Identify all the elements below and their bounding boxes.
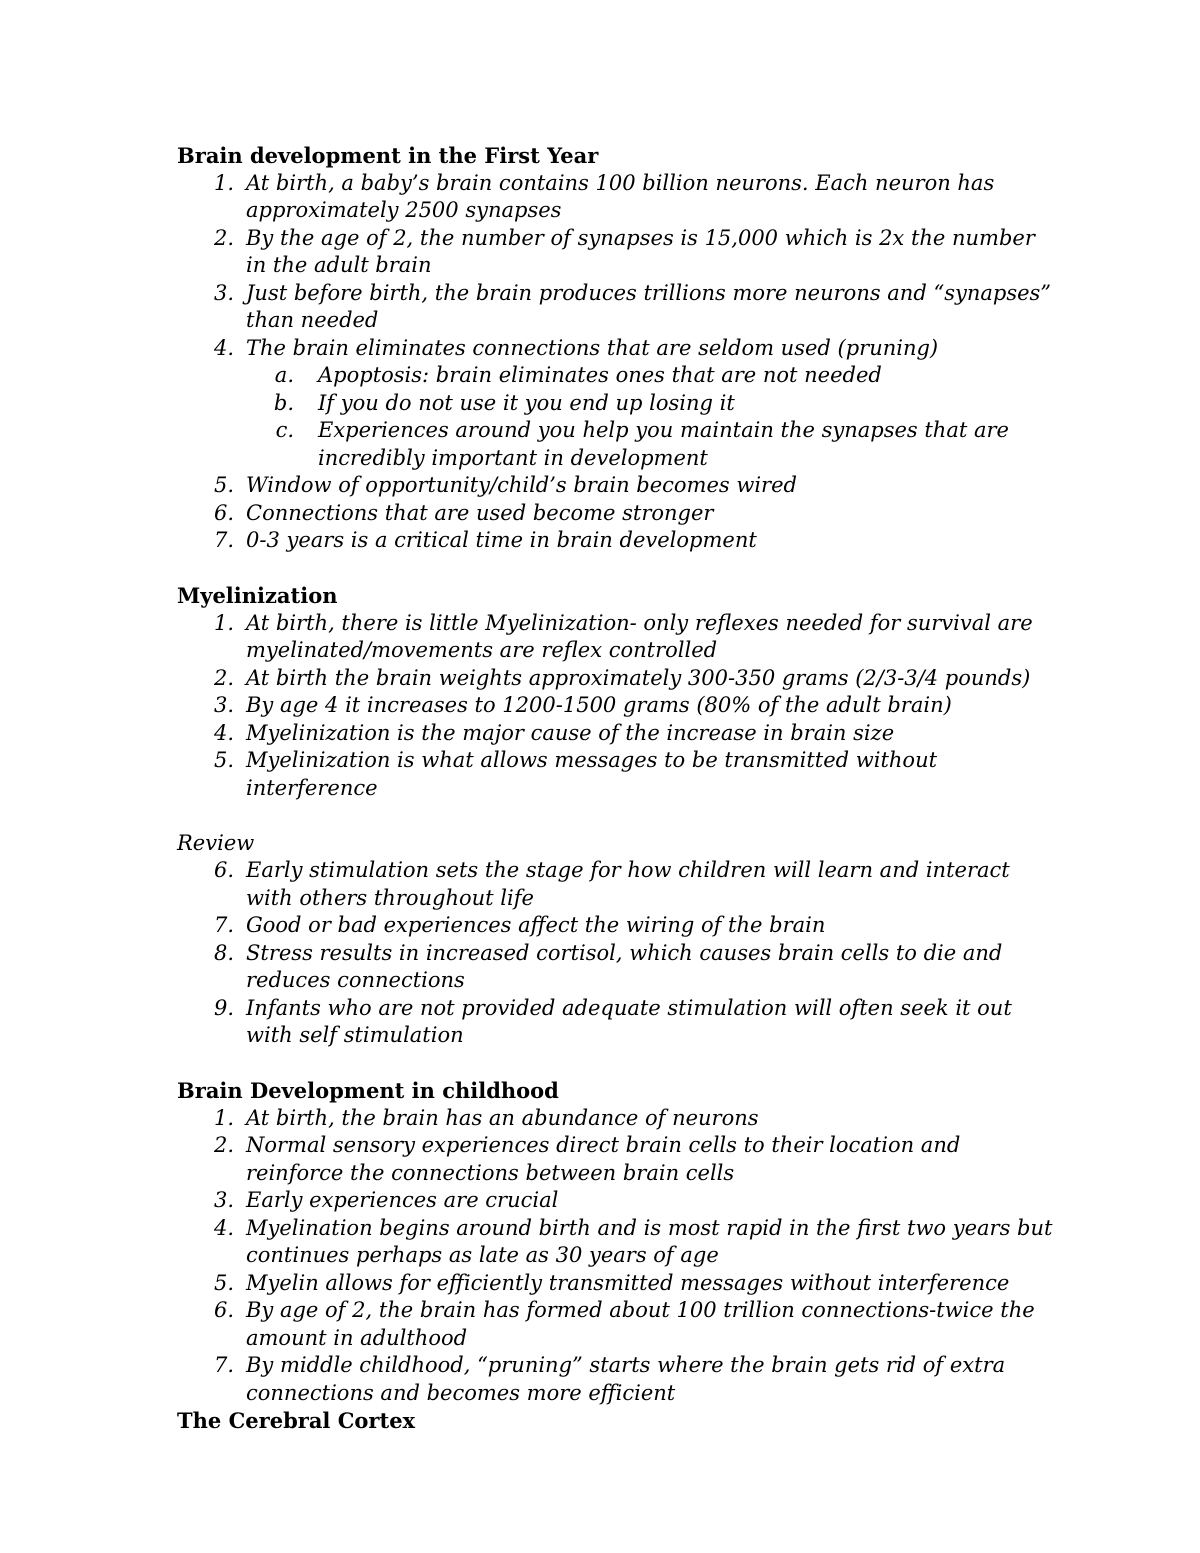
list-item <box>177 472 1057 500</box>
item-text: By middle childhood, “pruning” starts where the brain gets rid of extra connections and becomes more efficient <box>246 1353 1006 1405</box>
item-text: At birth, a baby’s brain contains 100 billion neurons. Each neuron has approximately 2500 synapses <box>246 170 995 222</box>
sub-item-text: Apoptosis: brain eliminates ones that are not needed <box>318 363 882 387</box>
numbered-list <box>177 170 1057 555</box>
item-number: 1. <box>213 1105 234 1130</box>
list-item <box>177 1105 1057 1133</box>
item-text: The brain eliminates connections that are seldom used (pruning) <box>246 335 939 360</box>
list-item <box>177 692 1057 720</box>
item-number: 3. <box>213 1188 234 1212</box>
item-text: By the age of 2, the number of synapses is 15,000 which is 2x the number in the adult brain <box>246 225 1035 277</box>
numbered-list <box>177 857 1057 1050</box>
item-text: 0-3 years is a critical time in brain development <box>246 528 757 552</box>
review-label: Review <box>177 830 255 855</box>
item-number: 4. <box>213 720 234 745</box>
item-number: 5. <box>213 748 234 772</box>
item-number: 3. <box>213 280 234 305</box>
item-text: Stress results in increased cortisol, which causes brain cells to die and reduces connections <box>246 940 1003 992</box>
item-text: Just before birth, the brain produces trillions more neurons and “synapses” than needed <box>246 280 1052 332</box>
sub-item-letter: b. <box>273 390 294 415</box>
item-number: 6. <box>213 1298 234 1322</box>
blank-line <box>177 1050 1057 1078</box>
section-heading: The Cerebral Cortex <box>177 1408 416 1433</box>
section-heading: Brain development in the First Year <box>177 143 599 168</box>
item-text: Myelin allows for efficiently transmitted messages without interference <box>246 1270 1010 1295</box>
item-text: By age 4 it increases to 1200-1500 grams (80% of the adult brain) <box>246 693 952 717</box>
item-number: 1. <box>213 170 234 195</box>
item-number: 6. <box>213 858 234 882</box>
item-text: Myelinization is what allows messages to be transmitted without interference <box>246 748 938 800</box>
item-number: 7. <box>213 528 234 552</box>
sub-item-letter: c. <box>275 418 294 442</box>
section-heading: Myelinization <box>177 583 338 608</box>
item-text: Early stimulation sets the stage for how children will learn and interact with others throughout life <box>246 858 1010 910</box>
blank-line <box>177 555 1057 583</box>
item-number: 4. <box>213 1215 234 1240</box>
list-item <box>177 527 1057 555</box>
list-item <box>177 720 1057 748</box>
sub-item-text: Experiences around you help you maintain the synapses that are incredibly important in development <box>318 418 1009 470</box>
sub-item-letter: a. <box>274 363 294 387</box>
sub-item-text: If you do not use it you end up losing it <box>318 390 735 415</box>
item-text: Normal sensory experiences direct brain cells to their location and reinforce the connections between brain cells <box>246 1133 961 1185</box>
section-heading: Brain Development in childhood <box>177 1078 559 1103</box>
list-item <box>177 170 1057 225</box>
item-number: 2. <box>213 1133 234 1157</box>
list-item <box>177 912 1057 940</box>
item-number: 9. <box>213 995 234 1020</box>
list-item <box>177 1352 1057 1407</box>
sub-list-item <box>246 362 1057 390</box>
list-item <box>177 857 1057 912</box>
item-text: By age of 2, the brain has formed about 100 trillion connections-twice the amount in adulthood <box>246 1298 1035 1350</box>
list-item <box>177 747 1057 802</box>
sub-list-item <box>246 390 1057 418</box>
item-number: 8. <box>213 940 234 965</box>
item-text: Myelination begins around birth and is most rapid in the first two years but continues perhaps as late as 30 years of age <box>246 1215 1053 1267</box>
item-text: Myelinization is the major cause of the increase in brain size <box>246 720 895 745</box>
item-number: 5. <box>213 473 234 497</box>
numbered-list <box>177 1105 1057 1408</box>
sub-list-item <box>246 417 1057 472</box>
item-text: Early experiences are crucial <box>246 1188 559 1212</box>
item-number: 2. <box>213 225 234 250</box>
item-text: At birth the brain weights approximately 300-350 grams (2/3-3/4 pounds) <box>246 665 1031 690</box>
item-number: 4. <box>213 335 234 360</box>
list-item <box>177 665 1057 693</box>
item-number: 6. <box>213 500 234 525</box>
item-text: At birth, there is little Myelinization- only reflexes needed for survival are myelinated/movements are reflex controlled <box>246 610 1033 662</box>
item-number: 7. <box>213 1353 234 1377</box>
list-item <box>177 610 1057 665</box>
document-content <box>177 142 1057 1435</box>
list-item <box>177 1132 1057 1187</box>
item-text: At birth, the brain has an abundance of neurons <box>246 1105 759 1130</box>
list-item <box>177 1187 1057 1215</box>
item-text: Good or bad experiences affect the wiring of the brain <box>246 913 826 937</box>
item-number: 7. <box>213 913 234 937</box>
item-number: 1. <box>213 610 234 635</box>
list-item <box>177 280 1057 335</box>
numbered-list <box>177 610 1057 803</box>
list-item <box>177 500 1057 528</box>
list-item <box>177 1215 1057 1270</box>
item-text: Window of opportunity/child’s brain becomes wired <box>246 473 797 497</box>
list-item <box>177 1297 1057 1352</box>
item-number: 2. <box>213 665 234 690</box>
item-text: Infants who are not provided adequate stimulation will often seek it out with self stimulation <box>246 995 1012 1047</box>
lettered-sublist <box>246 362 1057 472</box>
list-item <box>177 335 1057 473</box>
list-item <box>177 940 1057 995</box>
item-number: 5. <box>213 1270 234 1295</box>
item-number: 3. <box>213 693 234 717</box>
list-item <box>177 1270 1057 1298</box>
item-text: Connections that are used become stronger <box>246 500 714 525</box>
list-item <box>177 995 1057 1050</box>
list-item <box>177 225 1057 280</box>
blank-line <box>177 802 1057 830</box>
